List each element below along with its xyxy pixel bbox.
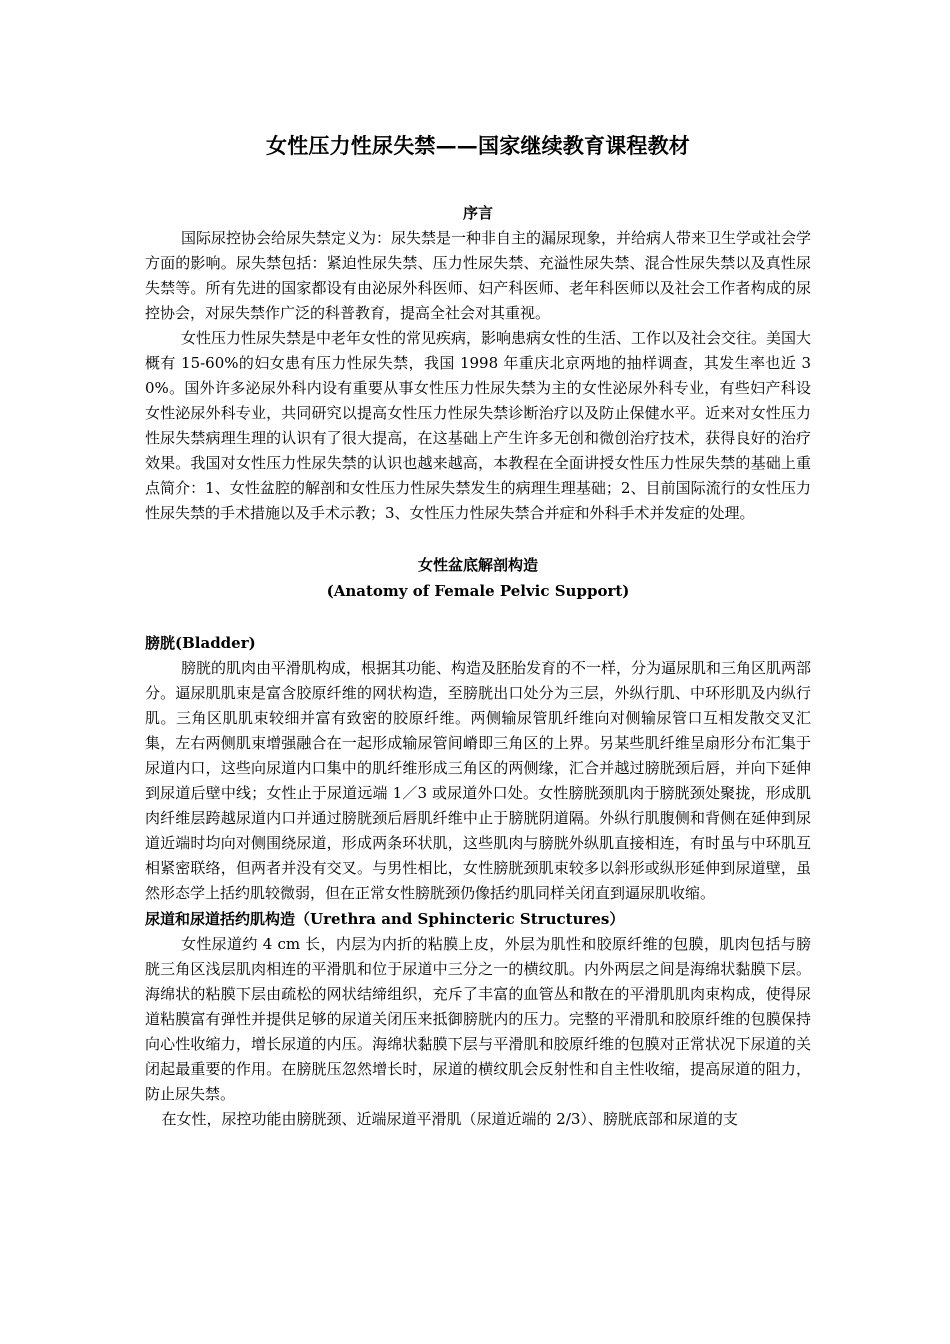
preface-heading: 序言 — [462, 204, 493, 222]
document-page — [145, 130, 811, 1132]
urethra-paragraph-2: 在女性，尿控功能由膀胱颈、近端尿道平滑肌（尿道近端的 2/3）、膀胱底部和尿道的支 — [161, 1110, 738, 1128]
preface-paragraph-1: 国际尿控协会给尿失禁定义为：尿失禁是一种非自主的漏尿现象，并给病人带来卫生学或社会学方面的影响。尿失禁包括：紧迫性尿失禁、压力性尿失禁、充溢性尿失禁、混合性尿失禁以及真性尿失禁等。所有先进的国家都设有由泌尿外科医师、妇产科医师、老年科医师以及社会工作者构成的尿控协会，对尿失禁作广泛的科普教育，提高全社会对其重视。 — [145, 229, 812, 322]
anatomy-heading: 女性盆底解剖构造 — [417, 556, 538, 574]
urethra-paragraph-1: 女性尿道约 4 cm 长，内层为内折的粘膜上皮，外层为肌性和胶原纤维的包膜，肌肉包括与膀胱三角区浅层肌肉相连的平滑肌和位于尿道中三分之一的横纹肌。内外两层之间是海绵状黏膜下层。海绵状的粘膜下层由疏松的网状结缔组织，充斥了丰富的血管丛和散在的平滑肌肌肉束构成，使得尿道粘膜富有弹性并提供足够的尿道关闭压来抵御膀胱内的压力。完整的平滑肌和胶原纤维的包膜保持向心性收缩力，增长尿道的内压。海绵状黏膜下层与平滑肌和胶原纤维的包膜对正常状况下尿道的关闭起最重要的作用。在膀胱压忽然增长时，尿道的横纹肌会反射性和自主性收缩，提高尿道的阻力，防止尿失禁。 — [145, 935, 811, 1103]
urethra-heading: 尿道和尿道括约肌构造（Urethra and Sphincteric Structures） — [145, 910, 625, 928]
anatomy-subheading: (Anatomy of Female Pelvic Support) — [326, 582, 630, 600]
preface-paragraph-2: 女性压力性尿失禁是中老年女性的常见疾病，影响患病女性的生活、工作以及社会交往。美国大概有 15-60%的妇女患有压力性尿失禁，我国 1998 年重庆北京两地的抽样调查，其发生率也近 30%。国外许多泌尿外科内设有重要从事女性压力性尿失禁为主的女性泌尿外科专业，有些妇产科设女性泌尿外科专业，共同研究以提高女性压力性尿失禁诊断治疗以及防止保健水平。近来对女性压力性尿失禁病理生理的认识有了很大提高，在这基础上产生许多无创和微创治疗技术，获得良好的治疗效果。我国对女性压力性尿失禁的认识也越来越高，本教程在全面讲授女性压力性尿失禁的基础上重点简介：1、女性盆腔的解剖和女性压力性尿失禁发生的病理生理基础；2、目前国际流行的女性压力性尿失禁的手术措施以及手术示教；3、女性压力性尿失禁合并症和外科手术并发症的处理。 — [145, 329, 812, 522]
document-title: 女性压力性尿失禁——国家继续教育课程教材 — [266, 133, 690, 158]
bladder-heading: 膀胱(Bladder) — [145, 634, 256, 652]
bladder-paragraph: 膀胱的肌肉由平滑肌构成，根据其功能、构造及胚胎发育的不一样，分为逼尿肌和三角区肌两部分。逼尿肌肌束是富含胶原纤维的网状构造，至膀胱出口处分为三层，外纵行肌、中环形肌及内纵行肌。三角区肌肌束较细并富有致密的胶原纤维。两侧输尿管肌纤维向对侧输尿管口互相发散交叉汇集，左右两侧肌束增强融合在一起形成输尿管间嵴即三角区的上界。另某些肌纤维呈扇形分布汇集于尿道内口，这些向尿道内口集中的肌纤维形成三角区的两侧缘，汇合并越过膀胱颈后唇，并向下延伸到尿道后壁中线；女性止于尿道远端 1／3 或尿道外口处。女性膀胱颈肌肉于膀胱颈处聚拢，形成肌肉纤维层跨越尿道内口并通过膀胱颈后唇肌纤维中止于膀胱阴道隔。外纵行肌腹侧和背侧在延伸到尿道近端时均向对侧围绕尿道，形成两条环状肌，这些肌肉与膀胱外纵肌直接相连，有时虽与中环肌互相紧密联络，但两者并没有交叉。与男性相比，女性膀胱颈肌束较多以斜形或纵形延伸到尿道壁，虽然形态学上括约肌较微弱，但在正常女性膀胱颈仍像括约肌同样关闭直到逼尿肌收缩。 — [145, 659, 812, 902]
